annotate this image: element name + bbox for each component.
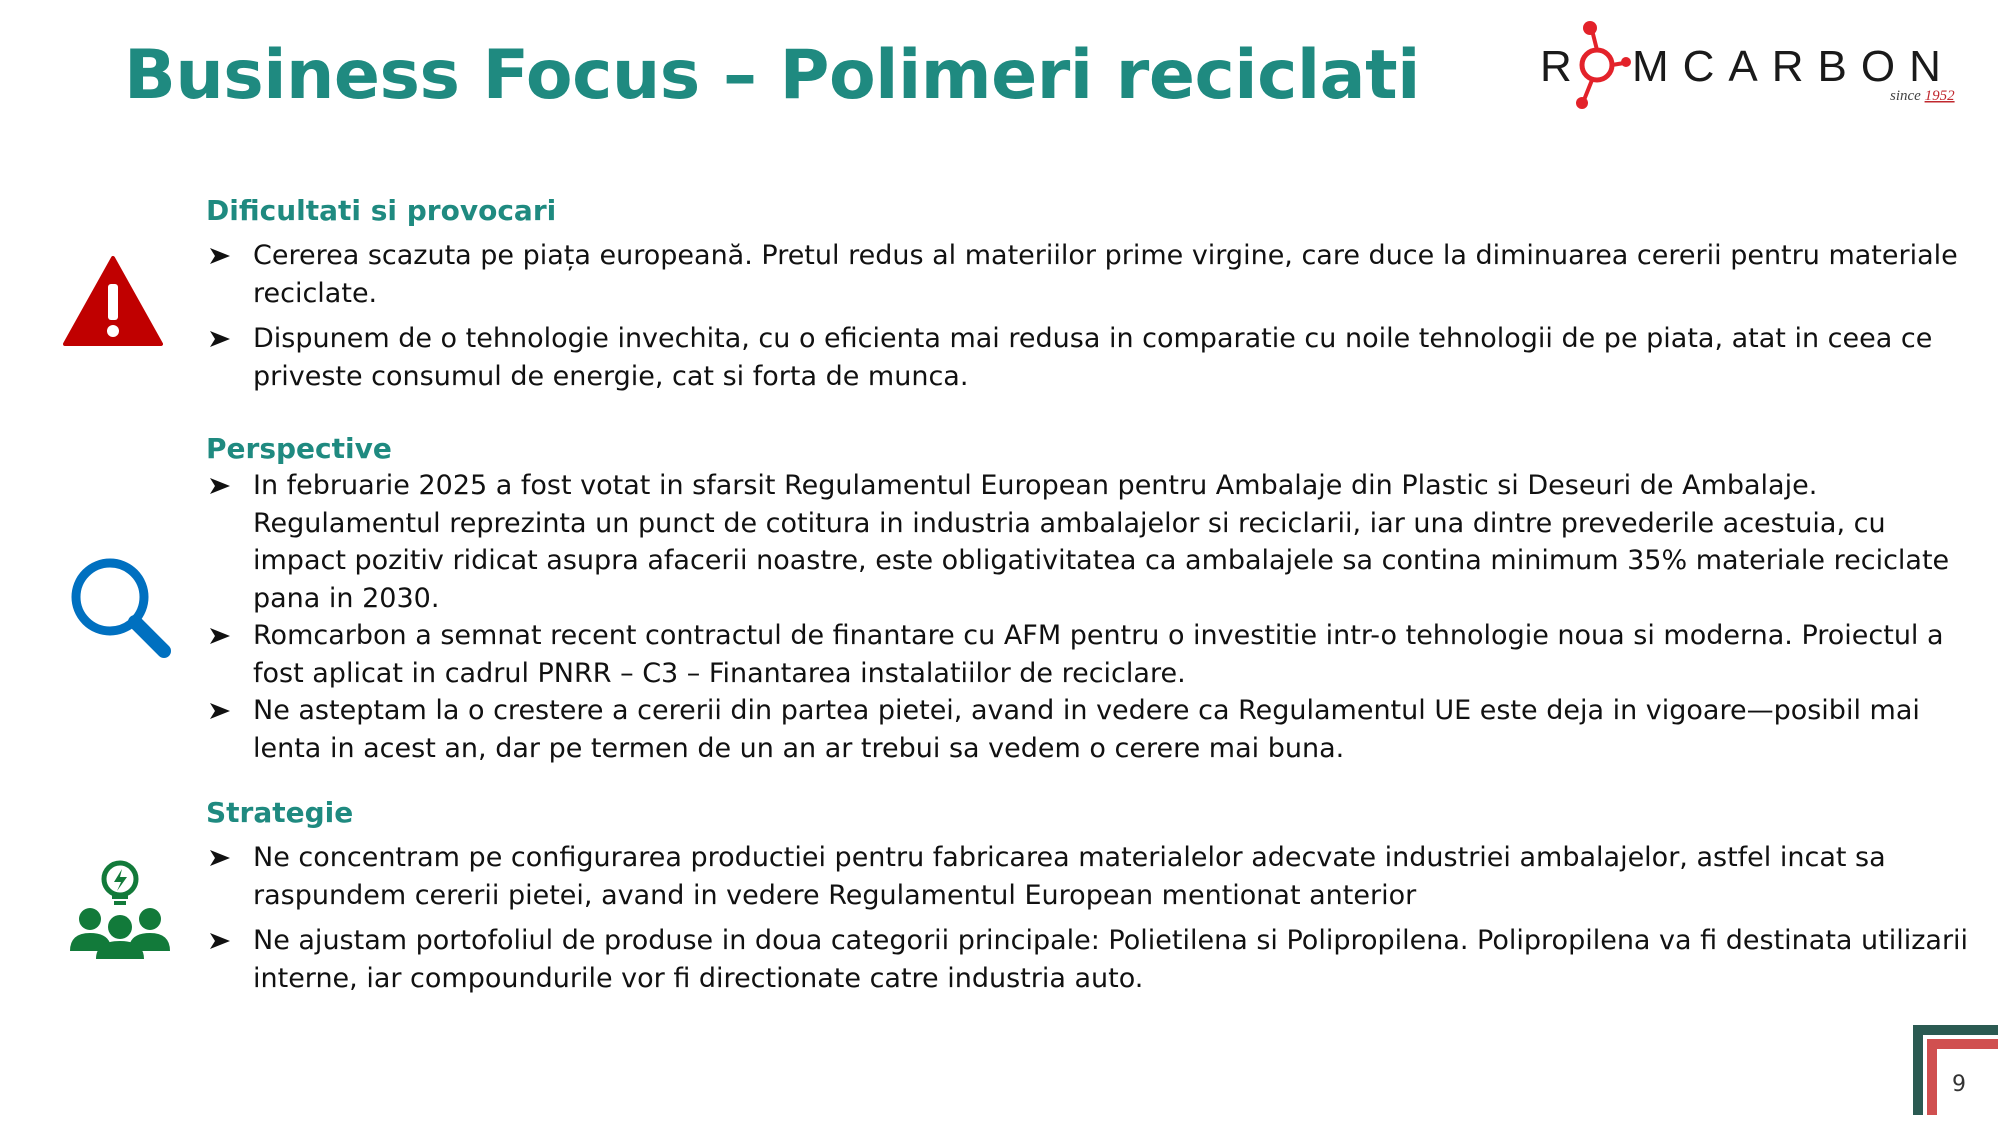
arrow-bullet-icon (209, 477, 231, 495)
section-heading: Perspective (206, 432, 392, 465)
arrow-bullet-icon (209, 247, 231, 265)
page-number: 9 (1952, 1072, 1966, 1097)
list-item: Ne ajustam portofoliul de produse in doua categorii principale: Polietilena si Polipropilena. Polipropilena va fi destinata utilizarii interne, iar compoundurile vor fi directionate catre industria auto. (205, 922, 1975, 997)
svg-text:since 1952: since 1952 (1890, 88, 1955, 104)
svg-text:MCARBON: MCARBON (1632, 42, 1955, 91)
page-corner-decoration (1913, 1025, 1998, 1115)
warning-icon (63, 256, 163, 348)
team-idea-icon (68, 855, 172, 959)
arrow-bullet-icon (209, 702, 231, 720)
slide-title: Business Focus – Polimeri reciclati (124, 36, 1420, 115)
section-perspective (205, 431, 1975, 767)
arrow-bullet-icon (209, 932, 231, 950)
list-item: Romcarbon a semnat recent contractul de finantare cu AFM pentru o investitie intr-o tehnologie noua si moderna. Proiectul a fost aplicat in cadrul PNRR – C3 – Finantarea instalatiilor de reciclare. (205, 617, 1975, 692)
list-item: In februarie 2025 a fost votat in sfarsit Regulamentul European pentru Ambalaje din Plastic si Deseuri de Ambalaje. Regulamentul reprezinta un punct de cotitura in industria ambalajelor si reciclarii, iar una dintre prevederile acestuia, cu impact pozitiv ridicat asupra afacerii noastre, este obligativitatea ca ambalajele sa contina minimum 35% materiale reciclate pana in 2030. (205, 467, 1975, 617)
section-heading: Dificultati si provocari (206, 194, 557, 227)
romcarbon-logo (1540, 18, 1980, 110)
list-item: Dispunem de o tehnologie invechita, cu o eficienta mai redusa in comparatie cu noile tehnologii de pe piata, atat in ceea ce priveste consumul de energie, cat si forta de munca. (205, 320, 1975, 395)
section-strategy (205, 795, 1975, 997)
list-item: Cererea scazuta pe piața europeană. Pretul redus al materiilor prime virgine, care duce la diminuarea cererii pentru materiale reciclate. (205, 237, 1975, 312)
magnifier-icon (68, 555, 172, 659)
arrow-bullet-icon (209, 849, 231, 867)
svg-text:R: R (1540, 42, 1586, 91)
arrow-bullet-icon (209, 330, 231, 348)
list-item: Ne concentram pe configurarea productiei pentru fabricarea materialelor adecvate industriei ambalajelor, astfel incat sa raspundem cererii pietei, avand in vedere Regulamentul European mentionat anterior (205, 839, 1975, 914)
section-heading: Strategie (206, 796, 354, 829)
section-difficulties (205, 193, 1975, 395)
list-item: Ne asteptam la o crestere a cererii din partea pietei, avand in vedere ca Regulamentul UE este deja in vigoare—posibil mai lenta in acest an, dar pe termen de un an ar trebui sa vedem o cerere mai buna. (205, 692, 1975, 767)
arrow-bullet-icon (209, 627, 231, 645)
